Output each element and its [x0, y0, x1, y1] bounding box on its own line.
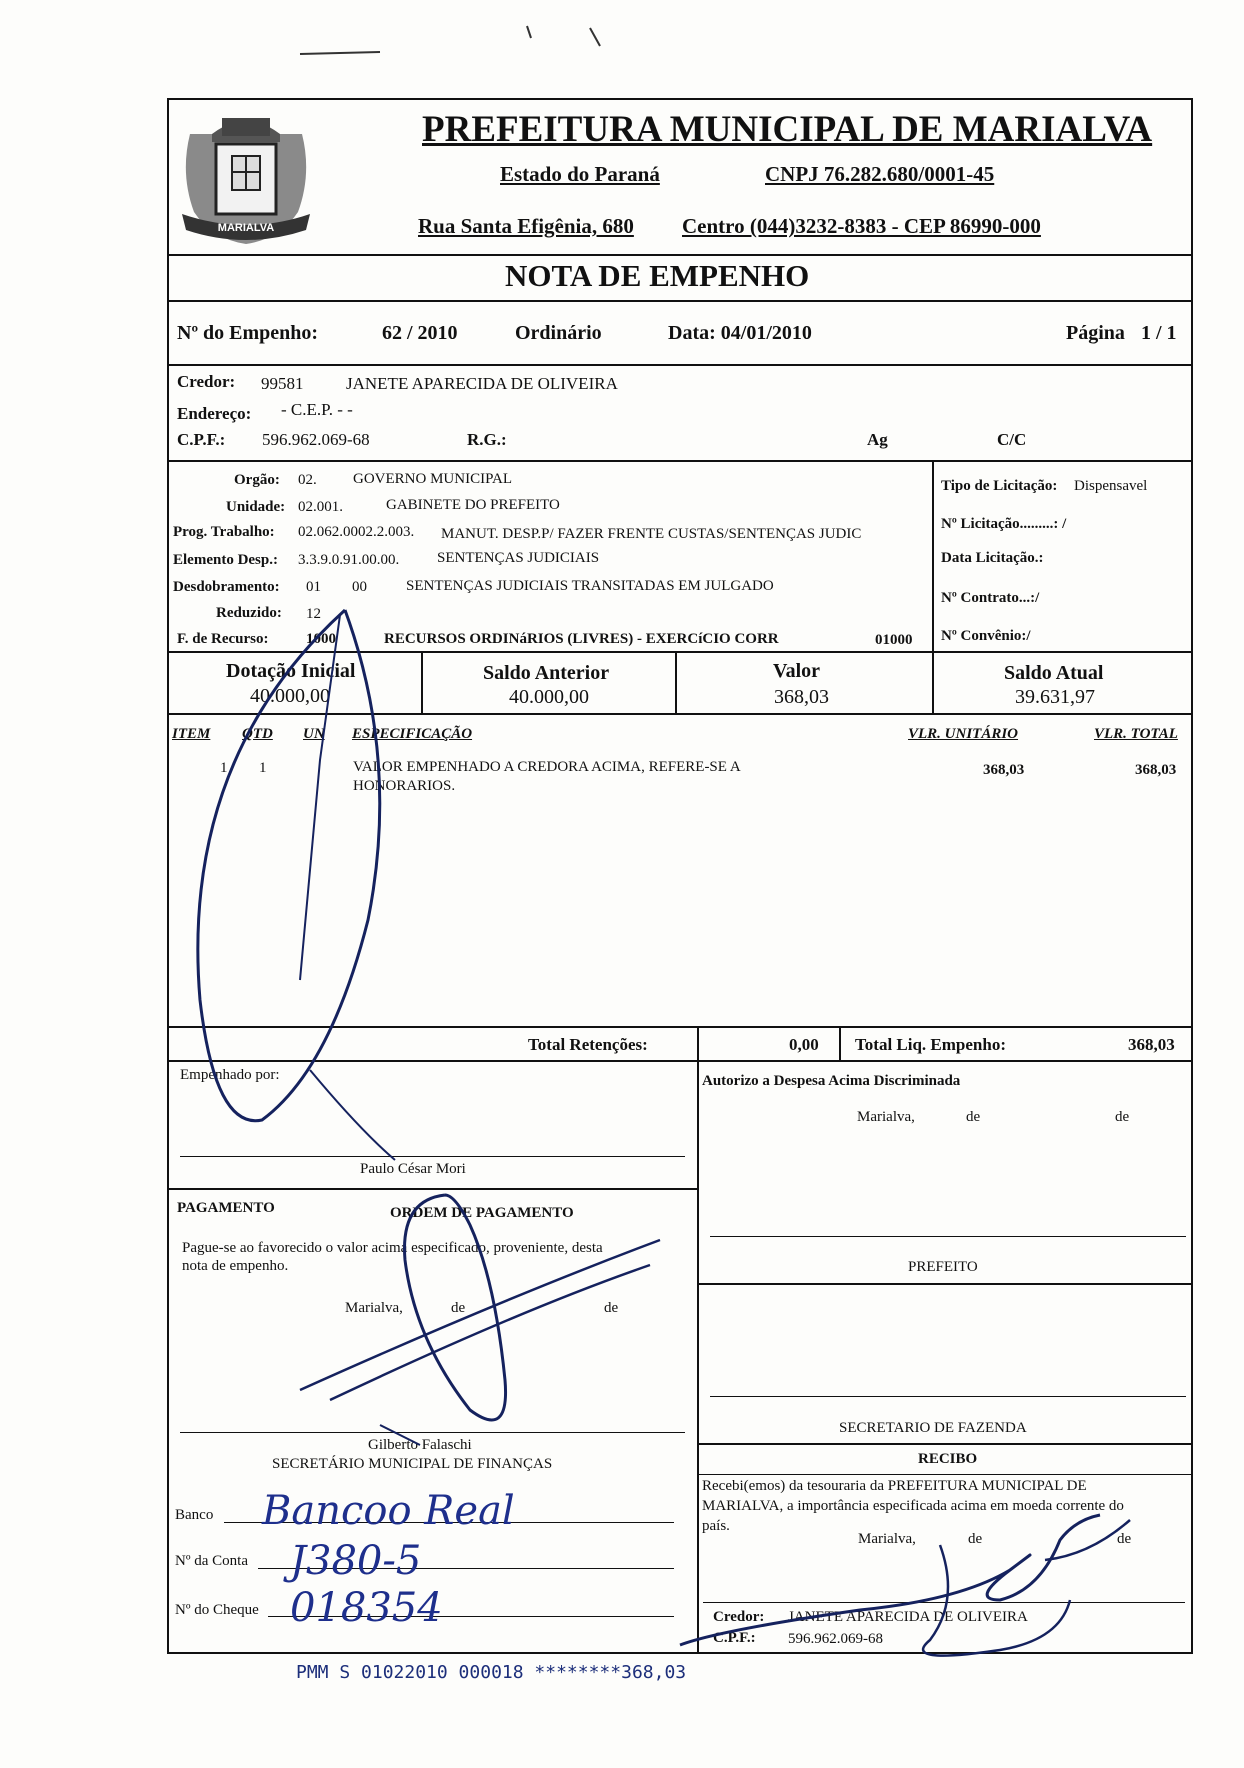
banco-handwritten: Bancoo Real [262, 1488, 515, 1534]
recibo-cpf: 596.962.069-68 [788, 1631, 883, 1647]
prefeito-label: PREFEITO [908, 1259, 978, 1275]
unidade-label: Unidade: [226, 499, 286, 515]
endereco-value: - C.E.P. - - [281, 400, 353, 419]
col-un: UN [303, 726, 325, 742]
footer-stamp: PMM S 01022010 000018 ********368,03 [296, 1662, 687, 1683]
empenho-date: Data: 04/01/2010 [668, 322, 812, 344]
dotacao-label: Dotação Inicial [226, 660, 356, 682]
endereco-label: Endereço: [177, 404, 252, 423]
num-licitacao: Nº Licitação.........: / [941, 516, 1067, 532]
cc-label: C/C [997, 430, 1027, 449]
cpf-value: 596.962.069-68 [262, 430, 370, 449]
desd-code1: 01 [306, 579, 321, 595]
saldo-atual-value: 39.631,97 [1015, 686, 1095, 708]
doc-title: NOTA DE EMPENHO [505, 258, 810, 293]
recibo-credor-label: Credor: [713, 1609, 765, 1625]
col-item: ITEM [172, 726, 211, 742]
saldo-anterior-value: 40.000,00 [509, 686, 589, 708]
empenhado-nome: Paulo César Mori [360, 1161, 466, 1177]
pagamento-title: PAGAMENTO [177, 1200, 275, 1216]
empenho-type: Ordinário [515, 322, 602, 344]
autorizo-de1: de [966, 1109, 981, 1125]
recibo-credor: JANETE APARECIDA DE OLIVEIRA [788, 1609, 1028, 1625]
ordem-pagamento-title: ORDEM DE PAGAMENTO [390, 1205, 574, 1221]
banco-label: Banco [175, 1507, 214, 1523]
data-licitacao: Data Licitação.: [941, 550, 1044, 566]
signer-role: SECRETÁRIO MUNICIPAL DE FINANÇAS [272, 1456, 553, 1472]
header-cnpj: CNPJ 76.282.680/0001-45 [765, 162, 995, 186]
orgao-label: Orgão: [234, 472, 280, 488]
header-title: PREFEITURA MUNICIPAL DE MARIALVA [422, 109, 1153, 150]
recibo-text-line1: Recebi(emos) da tesouraria da PREFEITURA MUNICIPAL DE [702, 1478, 1087, 1494]
saldo-anterior-label: Saldo Anterior [483, 662, 610, 684]
recibo-title: RECIBO [918, 1451, 978, 1467]
pagamento-text-line1: Pague-se ao favorecido o valor acima especificado, proveniente, desta [182, 1240, 603, 1256]
empenhado-label: Empenhado por: [180, 1067, 280, 1083]
recibo-local: Marialva, [858, 1531, 916, 1547]
pagamento-local: Marialva, [345, 1300, 403, 1316]
page-number: 1 / 1 [1141, 322, 1177, 344]
elem-code: 3.3.9.0.91.00.00. [298, 552, 400, 568]
secretario-fazenda-label: SECRETARIO DE FAZENDA [839, 1420, 1027, 1436]
col-espec: ESPECIFICAÇÃO [352, 726, 473, 742]
recibo-de2: de [1117, 1531, 1132, 1547]
credor-label: Credor: [177, 372, 236, 391]
tipo-licitacao-label: Tipo de Licitação: [941, 478, 1058, 494]
elem-label: Elemento Desp.: [173, 552, 278, 568]
item-number: 1 [220, 760, 228, 776]
conta-handwritten: J380-5 [290, 1538, 422, 1584]
col-vlr-unit: VLR. UNITÁRIO [908, 726, 1019, 742]
signer-name: Gilberto Falaschi [368, 1437, 472, 1453]
fonte-num: 01000 [875, 632, 913, 648]
ag-label: Ag [867, 430, 888, 449]
valor-label: Valor [773, 660, 821, 682]
autorizo-local: Marialva, [857, 1109, 915, 1125]
retencoes-value: 0,00 [789, 1035, 819, 1054]
desd-label: Desdobramento: [173, 579, 280, 595]
pagamento-de2: de [604, 1300, 619, 1316]
num-convenio: Nº Convênio:/ [941, 628, 1031, 644]
recibo-text-line3: país. [702, 1518, 730, 1534]
prog-name: MANUT. DESP.P/ FAZER FRENTE CUSTAS/SENTENÇAS JUDIC [441, 526, 862, 542]
rg-label: R.G.: [467, 430, 507, 449]
orgao-name: GOVERNO MUNICIPAL [353, 471, 513, 487]
credor-code: 99581 [261, 374, 304, 393]
prog-label: Prog. Trabalho: [173, 524, 275, 540]
prog-code: 02.062.0002.2.003. [298, 524, 415, 540]
elem-name: SENTENÇAS JUDICIAIS [437, 550, 600, 566]
item-espec-line1: VALOR EMPENHADO A CREDORA ACIMA, REFERE-SE A [353, 759, 741, 775]
recibo-de1: de [968, 1531, 983, 1547]
retencoes-label: Total Retenções: [528, 1035, 648, 1054]
unidade-name: GABINETE DO PREFEITO [386, 497, 560, 513]
desd-name: SENTENÇAS JUDICIAIS TRANSITADAS EM JULGADO [406, 578, 774, 594]
recibo-cpf-label: C.P.F.: [713, 1630, 756, 1646]
page-label: Página [1066, 322, 1125, 344]
autorizo-label: Autorizo a Despesa Acima Discriminada [702, 1073, 961, 1089]
fonte-name: RECURSOS ORDINáRIOS (LIVRES) - EXERCíCIO CORR [384, 631, 779, 647]
cpf-label: C.P.F.: [177, 430, 226, 449]
credor-name: JANETE APARECIDA DE OLIVEIRA [346, 374, 618, 393]
saldo-atual-label: Saldo Atual [1004, 662, 1104, 684]
pagamento-de1: de [451, 1300, 466, 1316]
item-espec-line2: HONORARIOS. [353, 778, 456, 794]
cheque-label: Nº do Cheque [175, 1602, 259, 1618]
reduzido-value: 12 [306, 606, 321, 622]
header-address: Rua Santa Efigênia, 680 [418, 214, 634, 238]
desd-code2: 00 [352, 579, 367, 595]
conta-label: Nº da Conta [175, 1553, 248, 1569]
pagamento-text-line2: nota de empenho. [182, 1258, 289, 1274]
empenho-number: 62 / 2010 [382, 322, 458, 344]
num-contrato: Nº Contrato...:/ [941, 590, 1040, 606]
valor-value: 368,03 [774, 686, 829, 708]
item-qtd: 1 [259, 760, 267, 776]
item-vlr-unit: 368,03 [983, 762, 1025, 778]
col-qtd: QTD [242, 726, 273, 742]
municipal-crest-logo [172, 104, 320, 254]
dotacao-value: 40.000,00 [250, 685, 330, 707]
svg-text:MARIALVA: MARIALVA [217, 222, 275, 234]
total-liq-value: 368,03 [1128, 1035, 1175, 1054]
recibo-text-line2: MARIALVA, a importância especificada acima em moeda corrente do [702, 1498, 1124, 1514]
unidade-code: 02.001. [298, 499, 343, 515]
reduzido-label: Reduzido: [216, 605, 282, 621]
autorizo-de2: de [1115, 1109, 1130, 1125]
orgao-code: 02. [298, 472, 317, 488]
col-vlr-total: VLR. TOTAL [1094, 726, 1178, 742]
header-address-rest: Centro (044)3232-8383 - CEP 86990-000 [682, 214, 1041, 238]
fonte-label: F. de Recurso: [177, 631, 269, 647]
header-state: Estado do Paraná [500, 162, 660, 186]
fonte-code: 1000 [306, 631, 336, 647]
tipo-licitacao-value: Dispensavel [1074, 478, 1148, 494]
empenho-label: Nº do Empenho: [177, 322, 319, 344]
cheque-handwritten: 018354 [290, 1585, 443, 1631]
item-vlr-total: 368,03 [1135, 762, 1177, 778]
total-liq-label: Total Liq. Empenho: [855, 1035, 1006, 1054]
